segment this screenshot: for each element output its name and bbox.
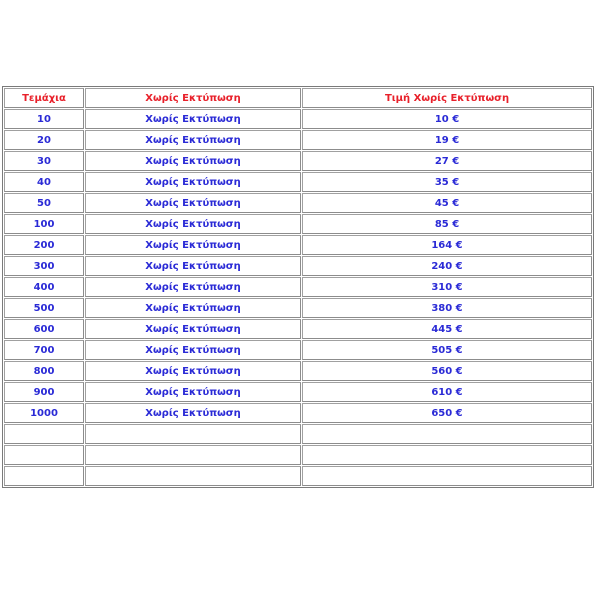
table-row (4, 193, 592, 213)
cell-quantity: 800 (4, 361, 84, 381)
table-row (4, 340, 592, 360)
table-row (4, 109, 592, 129)
table-row (4, 151, 592, 171)
cell-print-type (85, 424, 301, 444)
cell-price (302, 466, 592, 486)
cell-price: 560 € (302, 361, 592, 381)
cell-price: 310 € (302, 277, 592, 297)
cell-price: 610 € (302, 382, 592, 402)
cell-quantity: 600 (4, 319, 84, 339)
price-table (2, 86, 594, 488)
cell-quantity: 200 (4, 235, 84, 255)
table-row (4, 298, 592, 318)
cell-print-type: Χωρίς Εκτύπωση (85, 214, 301, 234)
cell-quantity: 30 (4, 151, 84, 171)
cell-price (302, 424, 592, 444)
cell-price: 35 € (302, 172, 592, 192)
table-row (4, 256, 592, 276)
table-row (4, 130, 592, 150)
table-row (4, 277, 592, 297)
cell-print-type: Χωρίς Εκτύπωση (85, 277, 301, 297)
cell-quantity: 50 (4, 193, 84, 213)
cell-print-type (85, 445, 301, 465)
cell-print-type: Χωρίς Εκτύπωση (85, 130, 301, 150)
cell-print-type: Χωρίς Εκτύπωση (85, 193, 301, 213)
table-row (4, 319, 592, 339)
table-row (4, 361, 592, 381)
cell-price: 10 € (302, 109, 592, 129)
cell-price: 650 € (302, 403, 592, 423)
cell-quantity: 300 (4, 256, 84, 276)
cell-quantity: 40 (4, 172, 84, 192)
cell-price: 505 € (302, 340, 592, 360)
cell-print-type: Χωρίς Εκτύπωση (85, 361, 301, 381)
cell-price: 85 € (302, 214, 592, 234)
table-row (4, 382, 592, 402)
table-row (4, 403, 592, 423)
table-row (4, 235, 592, 255)
cell-print-type: Χωρίς Εκτύπωση (85, 151, 301, 171)
table-row-empty (4, 466, 592, 486)
cell-price: 240 € (302, 256, 592, 276)
cell-quantity (4, 445, 84, 465)
header-print-type: Χωρίς Εκτύπωση (85, 88, 301, 108)
cell-print-type: Χωρίς Εκτύπωση (85, 109, 301, 129)
cell-quantity (4, 424, 84, 444)
header-price: Τιμή Χωρίς Εκτύπωση (302, 88, 592, 108)
table-row (4, 214, 592, 234)
cell-print-type: Χωρίς Εκτύπωση (85, 319, 301, 339)
cell-price: 45 € (302, 193, 592, 213)
cell-print-type: Χωρίς Εκτύπωση (85, 256, 301, 276)
cell-price: 19 € (302, 130, 592, 150)
cell-quantity: 400 (4, 277, 84, 297)
cell-price: 380 € (302, 298, 592, 318)
table-row-empty (4, 445, 592, 465)
cell-print-type: Χωρίς Εκτύπωση (85, 235, 301, 255)
cell-price: 164 € (302, 235, 592, 255)
cell-print-type: Χωρίς Εκτύπωση (85, 298, 301, 318)
cell-price (302, 445, 592, 465)
cell-print-type: Χωρίς Εκτύπωση (85, 403, 301, 423)
cell-quantity: 20 (4, 130, 84, 150)
table-header-row (4, 88, 592, 108)
cell-quantity: 1000 (4, 403, 84, 423)
cell-quantity: 900 (4, 382, 84, 402)
cell-quantity: 10 (4, 109, 84, 129)
cell-price: 445 € (302, 319, 592, 339)
cell-print-type (85, 466, 301, 486)
cell-print-type: Χωρίς Εκτύπωση (85, 172, 301, 192)
cell-print-type: Χωρίς Εκτύπωση (85, 340, 301, 360)
header-quantity: Τεμάχια (4, 88, 84, 108)
cell-price: 27 € (302, 151, 592, 171)
cell-print-type: Χωρίς Εκτύπωση (85, 382, 301, 402)
cell-quantity: 700 (4, 340, 84, 360)
table-row-empty (4, 424, 592, 444)
cell-quantity (4, 466, 84, 486)
table-row (4, 172, 592, 192)
cell-quantity: 500 (4, 298, 84, 318)
cell-quantity: 100 (4, 214, 84, 234)
